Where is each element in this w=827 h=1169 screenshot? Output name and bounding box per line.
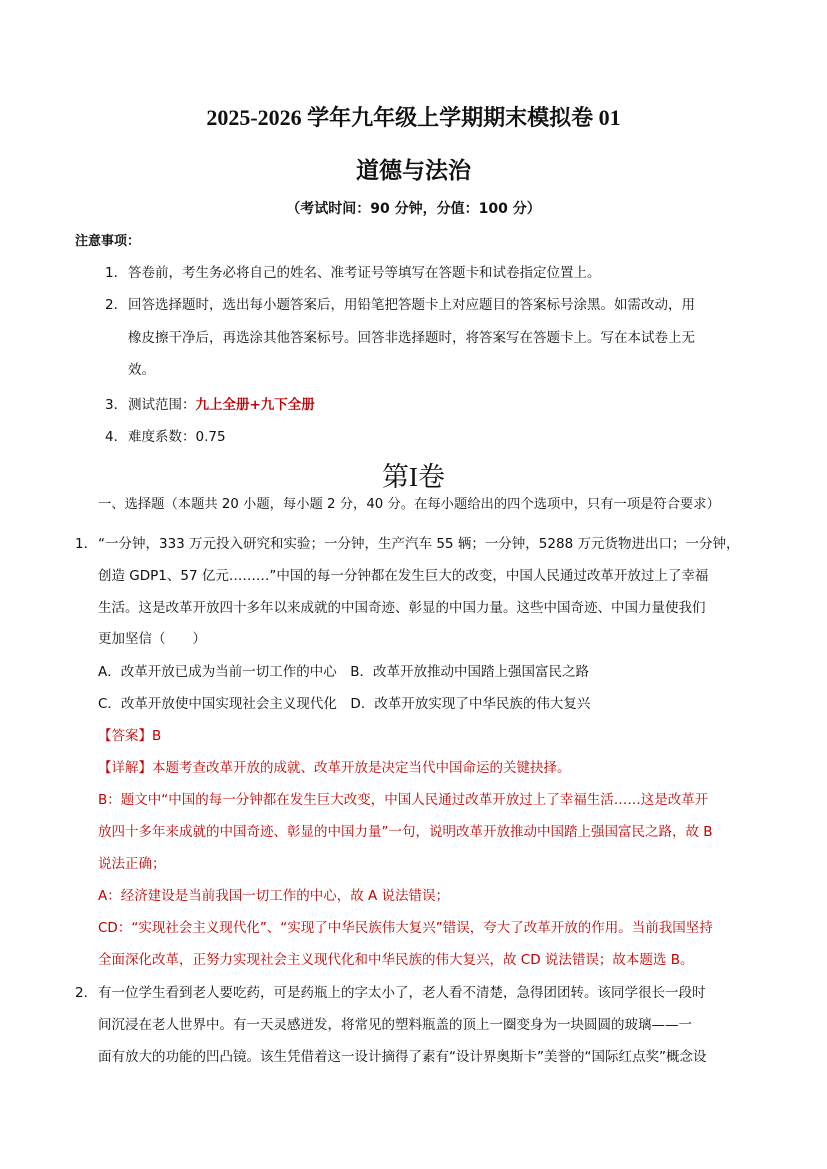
question-line: 更加坚信（ ） bbox=[98, 631, 206, 647]
question-number: 2． bbox=[75, 985, 98, 1001]
notice-line: 回答选择题时，选出每小题答案后，用铅笔把答题卡上对应题目的答案标号涂黑。如需改动，用 bbox=[128, 297, 695, 313]
notice-label: 测试范围： bbox=[128, 397, 196, 413]
notice-test-range bbox=[128, 397, 315, 413]
options-row-cd: C．改革开放使中国实现社会主义现代化 D．改革开放实现了中华民族的伟大复兴 bbox=[98, 696, 591, 712]
explanation-line: 放四十多年来成就的中国奇迹、彰显的中国力量”一句，说明改革开放推动中国踏上强国富民之路，故 B bbox=[98, 824, 713, 840]
options-row-ab: A．改革开放已成为当前一切工作的中心 B．改革开放推动中国踏上强国富民之路 bbox=[98, 664, 589, 680]
explanation-line: 全面深化改革，正努力实现社会主义现代化和中华民族的伟大复兴，故 CD 说法错误；故本题选 B。 bbox=[98, 952, 694, 968]
question-line: “一分钟，333 万元投入研究和实验；一分钟，生产汽车 55 辆；一分钟，5288 万元货物进出口；一分钟， bbox=[98, 536, 740, 552]
question-number: 1． bbox=[75, 536, 98, 552]
exam-title: 2025-2026 学年九年级上学期期末模拟卷 01 bbox=[206, 105, 621, 130]
explanation-line: CD：“实现社会主义现代化”、“实现了中华民族伟大复兴”错误，夸大了改革开放的作用。当前我国坚持 bbox=[98, 920, 713, 936]
volume-heading: 第I卷 bbox=[382, 462, 445, 492]
question-line: 间沉浸在老人世界中。有一天灵感迸发，将常见的塑料瓶盖的顶上一圈变身为一块圆圆的玻璃——一 bbox=[98, 1017, 692, 1033]
notice-heading: 注意事项： bbox=[75, 234, 141, 249]
notice-line: 答卷前，考生务必将自己的姓名、准考证号等填写在答题卡和试卷指定位置上。 bbox=[128, 265, 601, 281]
subject-title: 道德与法治 bbox=[356, 158, 471, 184]
difficulty-value: 0.75 bbox=[195, 429, 226, 445]
notice-num-3: 3． bbox=[105, 397, 128, 413]
exam-time-info: （考试时间：90 分钟，分值：100 分） bbox=[286, 201, 541, 217]
question-line: 生活。这是改革开放四十多年以来成就的中国奇迹、彰显的中国力量。这些中国奇迹、中国力量使我们 bbox=[98, 600, 706, 616]
section-intro: 一、选择题（本题共 20 小题，每小题 2 分，40 分。在每小题给出的四个选项中，只有一项是符合要求） bbox=[98, 497, 720, 512]
question-line: 面有放大的功能的凹凸镜。该生凭借着这一设计摘得了素有“设计界奥斯卡”美誉的“国际红点奖”概念设 bbox=[98, 1049, 707, 1065]
notice-difficulty bbox=[128, 429, 226, 445]
explanation-line: 说法正确； bbox=[98, 856, 166, 872]
explanation-line: 【详解】本题考查改革开放的成就、改革开放是决定当代中国命运的关键抉择。 bbox=[98, 760, 571, 776]
answer-line: 【答案】B bbox=[98, 728, 162, 744]
test-range-value: 九上全册+九下全册 bbox=[195, 397, 315, 413]
question-line: 创造 GDP1、57 亿元………”中国的每一分钟都在发生巨大的改变，中国人民通过改革开放过上了幸福 bbox=[98, 568, 709, 584]
explanation-line: B：题文中“中国的每一分钟都在发生巨大改变，中国人民通过改革开放过上了幸福生活……这是改革开 bbox=[98, 792, 709, 808]
notice-line: 橡皮擦干净后，再选涂其他答案标号。回答非选择题时，将答案写在答题卡上。写在本试卷上无 bbox=[128, 330, 695, 346]
notice-num-1: 1． bbox=[105, 265, 128, 281]
question-line: 有一位学生看到老人要吃药，可是药瓶上的字太小了，老人看不清楚，急得团团转。该同学很长一段时 bbox=[98, 985, 706, 1001]
notice-label: 难度系数： bbox=[128, 429, 196, 445]
notice-line: 效。 bbox=[128, 362, 155, 378]
notice-num-4: 4． bbox=[105, 429, 128, 445]
explanation-line: A：经济建设是当前我国一切工作的中心，故 A 说法错误； bbox=[98, 888, 450, 904]
notice-num-2: 2． bbox=[105, 297, 128, 313]
